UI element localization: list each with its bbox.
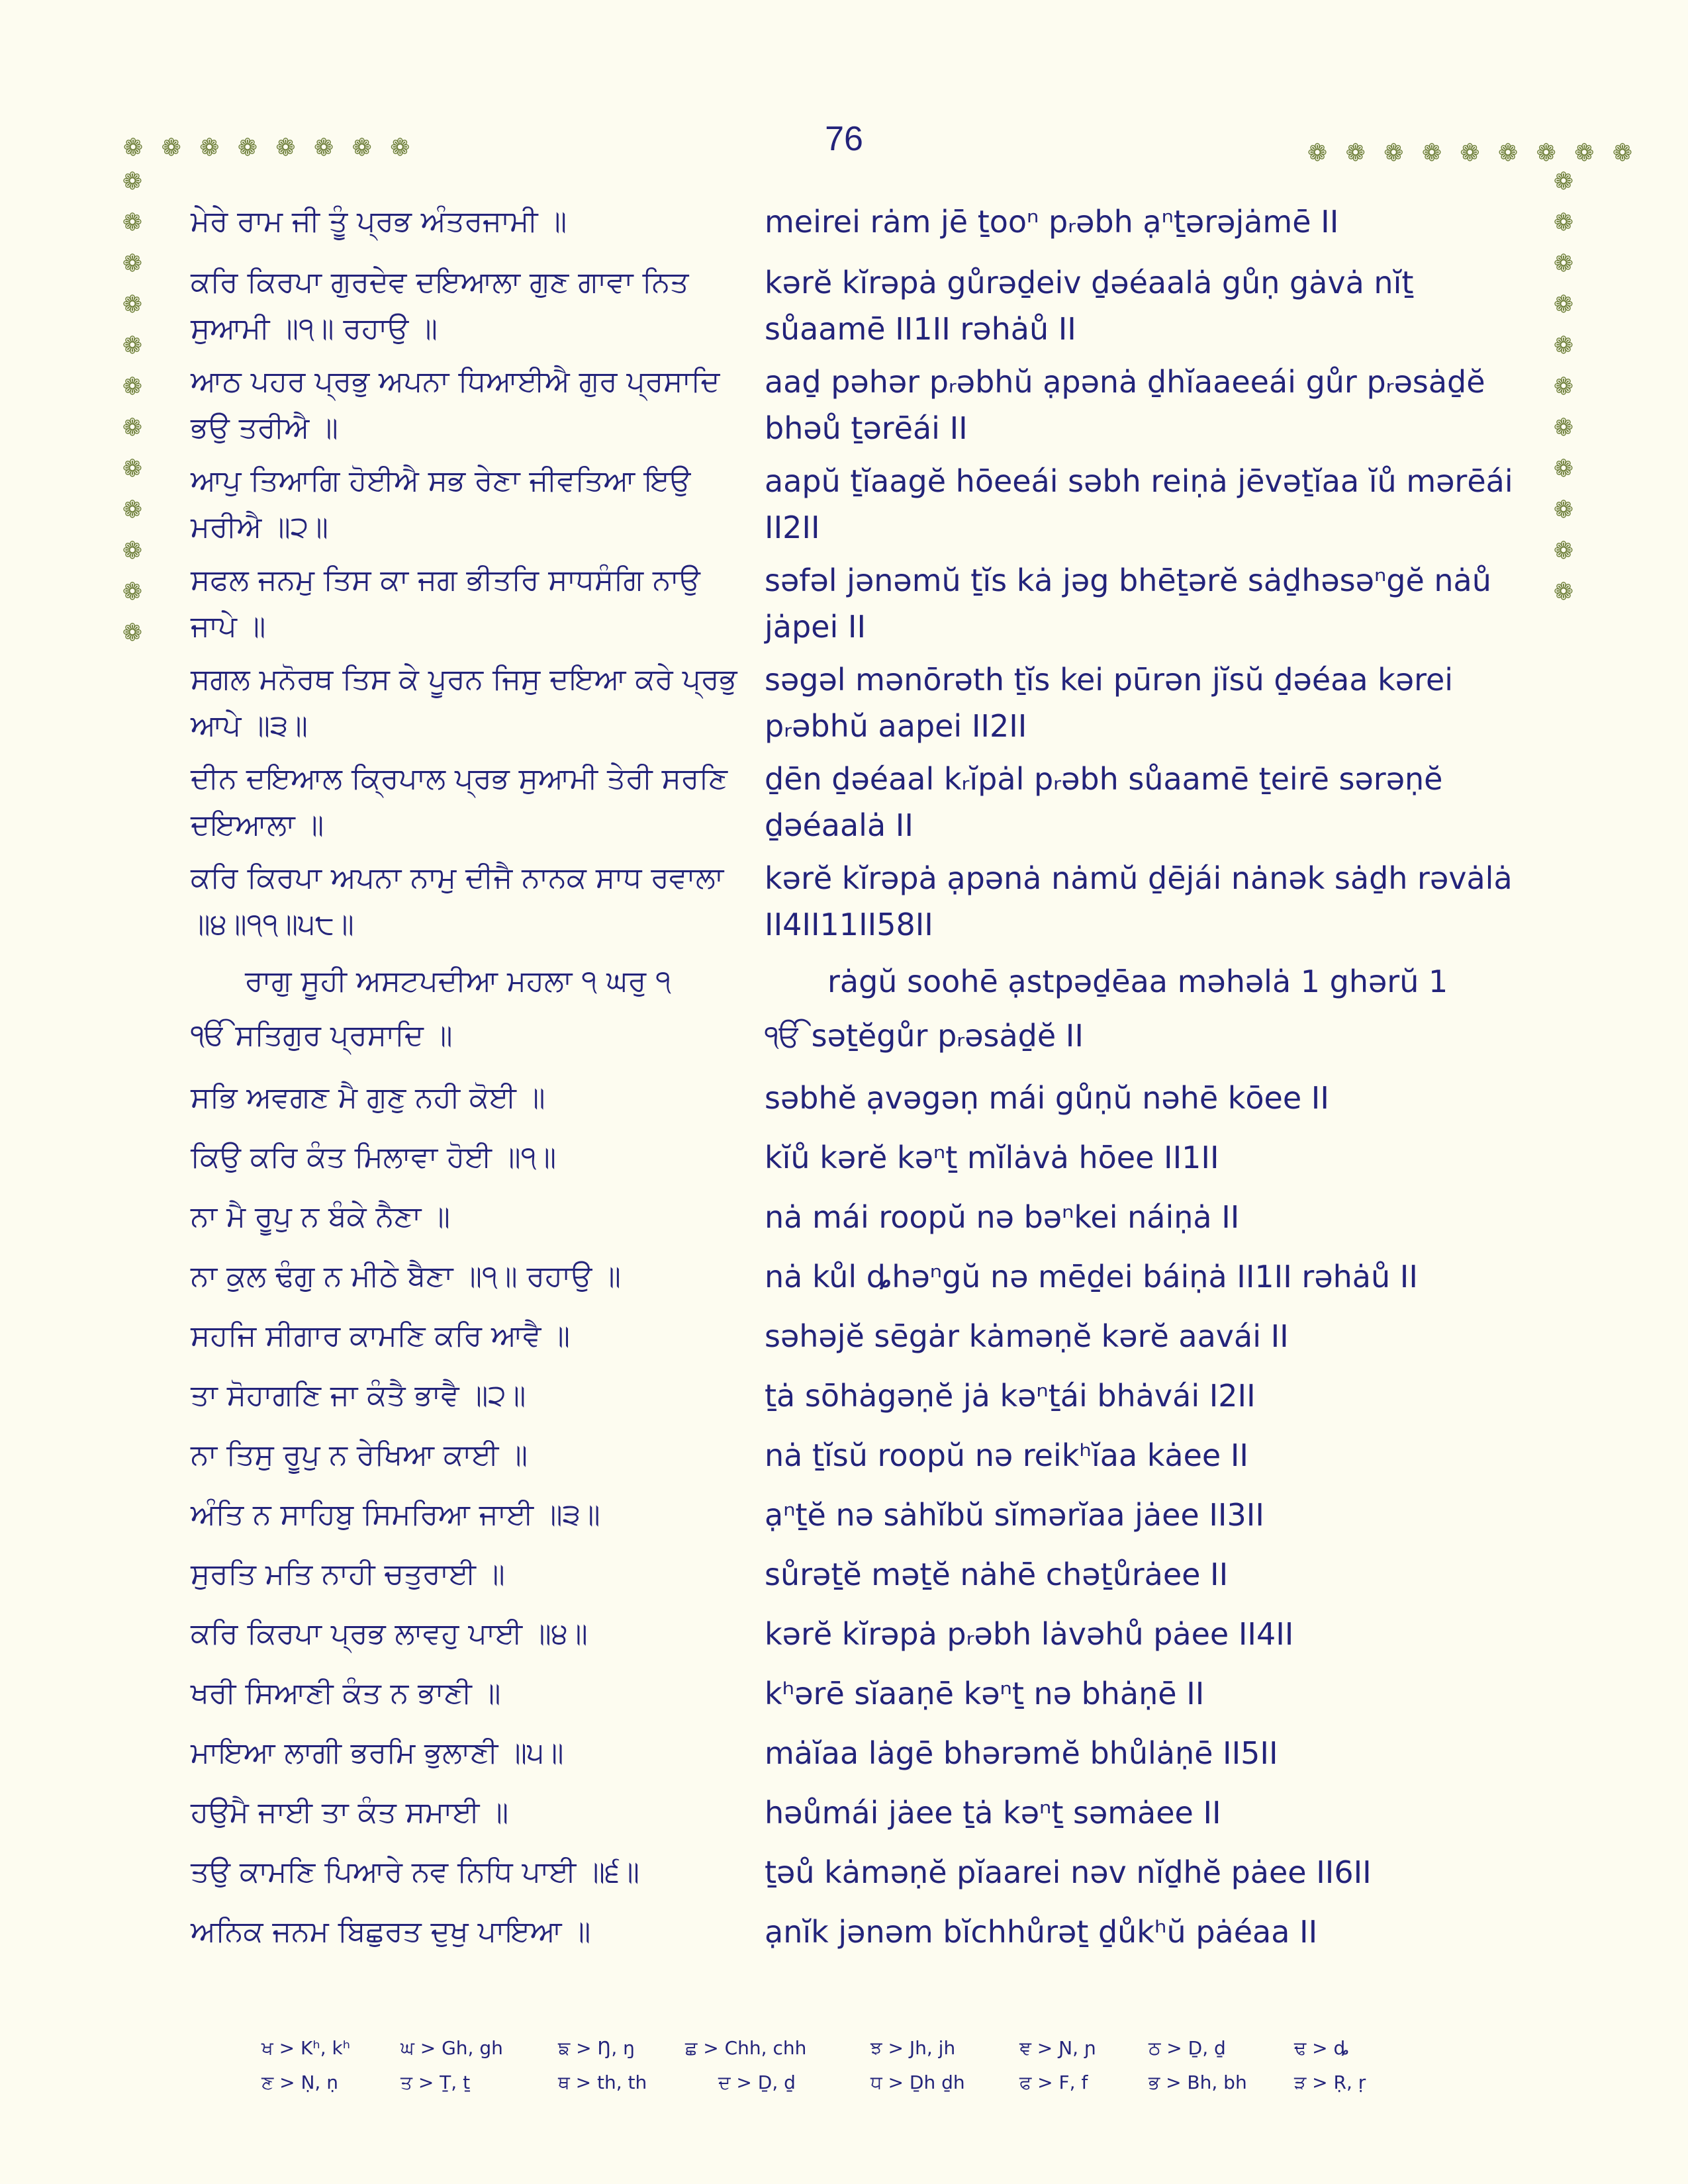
- heading-transliteration: rȧgŭ soohē ạstpəḏēaa məhəlȧ 1 ghərŭ 1: [827, 964, 1448, 999]
- legend-entry: ਫ > F, f: [1019, 2071, 1088, 2093]
- ornament-top-left: ❁ ❁ ❁ ❁ ❁ ❁ ❁ ❁: [123, 134, 416, 161]
- transliteration-legend: [261, 2037, 1453, 2106]
- transliteration-text: kərĕ kĭrəpȧ pᵣəbh lȧvəhů pȧee II4II: [765, 1616, 1294, 1652]
- transliteration-text: nȧ ṯĭsŭ roopŭ nə reikʰĭaa kȧee II: [765, 1437, 1248, 1473]
- transliteration-text: səfəl jənəmŭ ṯĭs kȧ jəg bhēṯərĕ sȧḏhəsəⁿgĕ nȧů jȧpei II: [765, 563, 1491, 645]
- legend-entry: ੜ > Ṛ, ṛ: [1294, 2071, 1366, 2093]
- gurmukhi-text: ਅਨਿਕ ਜਨਮ ਬਿਛੁਰਤ ਦੁਖੁ ਪਾਇਆ ॥: [191, 1915, 591, 1948]
- transliteration-text: səbhĕ ạvəgəṇ mái gůṇŭ nəhē kōee II: [765, 1080, 1329, 1116]
- gurmukhi-text: ਹਉਮੈ ਜਾਈ ਤਾ ਕੰਤ ਸਮਾਈ ॥: [191, 1796, 509, 1829]
- gurmukhi-text: ਤਉ ਕਾਮਣਿ ਪਿਆਰੇ ਨਵ ਨਿਧਿ ਪਾਈ ॥੬॥: [191, 1855, 640, 1889]
- gurmukhi-text: ਅੰਤਿ ਨ ਸਾਹਿਬੁ ਸਿਮਰਿਆ ਜਾਈ ॥੩॥: [191, 1498, 600, 1531]
- page-number: 76: [825, 120, 863, 158]
- transliteration-text: aaḏ pəhər pᵣəbhŭ ạpənȧ ḏhĭaaeeái gůr pᵣəsȧḏĕ bhəů ṯərēái II: [765, 364, 1485, 446]
- legend-entry: ਦ > Ḏ, ḏ: [718, 2071, 796, 2093]
- transliteration-text: sůrəṯĕ məṯĕ nȧhē chəṯůrȧee II: [765, 1557, 1229, 1592]
- gurmukhi-text: ਨਾ ਤਿਸੁ ਰੂਪੁ ਨ ਰੇਖਿਆ ਕਾਈ ॥: [191, 1438, 528, 1472]
- gurmukhi-text: ਸਫਲ ਜਨਮੁ ਤਿਸ ਕਾ ਜਗ ਭੀਤਰਿ ਸਾਧਸੰਗਿ ਨਾਉ ਜਾਪੇ ॥: [191, 563, 700, 643]
- legend-entry: ਭ > Bh, bh: [1149, 2071, 1247, 2093]
- gurmukhi-text: ਕਰਿ ਕਿਰਪਾ ਅਪਨਾ ਨਾਮੁ ਦੀਜੈ ਨਾਨਕ ਸਾਧ ਰਵਾਲਾ ॥੪॥੧੧॥੫੮॥: [191, 861, 724, 941]
- ornament-left-column: ❁ ❁ ❁ ❁ ❁ ❁ ❁ ❁ ❁ ❁ ❁ ❁: [122, 168, 143, 647]
- transliteration-text: səhəjĕ sēgȧr kȧməṇĕ kərĕ aavái II: [765, 1318, 1289, 1354]
- gurmukhi-text: ਨਾ ਕੁਲ ਢੰਗੁ ਨ ਮੀਠੇ ਬੈਣਾ ॥੧॥ ਰਹਾਉ ॥: [191, 1259, 621, 1293]
- legend-entry: ਥ > th, th: [558, 2071, 647, 2093]
- legend-entry: ਢ > ȡ: [1294, 2037, 1350, 2059]
- legend-entry: ਞ > Ɲ, ɲ: [1019, 2037, 1096, 2059]
- invocation-gurmukhi: ੴ ਸਤਿਗੁਰ ਪ੍ਰਸਾਦਿ ॥: [191, 1019, 453, 1052]
- gurmukhi-text: ਸੁਰਤਿ ਮਤਿ ਨਾਹੀ ਚਤੁਰਾਈ ॥: [191, 1557, 505, 1591]
- transliteration-text: kərĕ kĭrəpȧ ạpənȧ nȧmŭ ḏējái nȧnək sȧḏh rəvȧlȧ II4II11II58II: [765, 860, 1513, 942]
- legend-entry: ਘ > Gh, gh: [400, 2037, 503, 2059]
- transliteration-text: kərĕ kĭrəpȧ gůrəḏeiv ḏəéaalȧ gůṇ gȧvȧ nĭṯ sůaamē II1II rəhȧů II: [765, 265, 1414, 347]
- transliteration-text: kʰərē sĭaaṇē kəⁿṯ nə bhȧṇē II: [765, 1676, 1205, 1711]
- gurmukhi-text: ਸਭਿ ਅਵਗਣ ਮੈ ਗੁਣੁ ਨਹੀ ਕੋਈ ॥: [191, 1081, 545, 1115]
- transliteration-text: meirei rȧm jē ṯooⁿ pᵣəbh ạⁿṯərəjȧmē II: [765, 204, 1339, 240]
- ornament-right-column: ❁ ❁ ❁ ❁ ❁ ❁ ❁ ❁ ❁ ❁ ❁: [1553, 168, 1574, 606]
- legend-entry: ਖ > Kʰ, kʰ: [261, 2037, 351, 2059]
- gurmukhi-text: ਆਠ ਪਹਰ ਪ੍ਰਭੁ ਅਪਨਾ ਧਿਆਈਐ ਗੁਰ ਪ੍ਰਸਾਦਿ ਭਉ ਤਰੀਐ ॥: [191, 365, 720, 445]
- transliteration-text: həůmái jȧee ṯȧ kəⁿṯ səmȧee II: [765, 1795, 1221, 1831]
- heading-gurmukhi: ਰਾਗੁ ਸੂਹੀ ਅਸਟਪਦੀਆ ਮਹਲਾ ੧ ਘਰੁ ੧: [245, 964, 672, 998]
- legend-row: [261, 2071, 1453, 2106]
- gurmukhi-text: ਨਾ ਮੈ ਰੂਪੁ ਨ ਬੰਕੇ ਨੈਣਾ ॥: [191, 1200, 450, 1234]
- transliteration-text: ạnĭk jənəm bĭchhůrəṯ ḏůkʰŭ pȧéaa II: [765, 1914, 1318, 1950]
- legend-entry: ਠ > Ḏ, ḏ: [1149, 2037, 1226, 2059]
- legend-row: [261, 2037, 1453, 2071]
- transliteration-text: səgəl mənōrəth ṯĭs kei pūrən jĭsŭ ḏəéaa kərei pᵣəbhŭ aapei II2II: [765, 662, 1454, 744]
- legend-entry: ਙ > Ŋ, ŋ: [558, 2037, 635, 2059]
- gurmukhi-text: ਸਹਜਿ ਸੀਗਾਰ ਕਾਮਣਿ ਕਰਿ ਆਵੈ ॥: [191, 1319, 571, 1353]
- gurmukhi-text: ਮੇਰੇ ਰਾਮ ਜੀ ਤੂੰ ਪ੍ਰਭ ਅੰਤਰਜਾਮੀ ॥: [191, 205, 567, 238]
- transliteration-text: nȧ kůl ȡhəⁿgŭ nə mēḏei báiṇȧ II1II rəhȧů II: [765, 1259, 1418, 1295]
- transliteration-text: kĭů kərĕ kəⁿṯ mĭlȧvȧ hōee II1II: [765, 1140, 1219, 1175]
- transliteration-text: ạⁿṯĕ nə sȧhĭbŭ sĭmərĭaa jȧee II3II: [765, 1497, 1264, 1533]
- transliteration-text: ṯəů kȧməṇĕ pĭaarei nəv nĭḏhĕ pȧee II6II: [765, 1854, 1372, 1890]
- gurmukhi-text: ਕਰਿ ਕਿਰਪਾ ਗੁਰਦੇਵ ਦਇਆਲਾ ਗੁਣ ਗਾਵਾ ਨਿਤ ਸੁਆਮੀ ॥੧॥ ਰਹਾਉ ॥: [191, 265, 689, 345]
- transliteration-text: aapŭ ṯĭaagĕ hōeeái səbh reiṇȧ jēvəṯĭaa ĭů mərēái II2II: [765, 463, 1513, 545]
- transliteration-text: ḏēn ḏəéaal kᵣĭpȧl pᵣəbh sůaamē ṯeirē sərəṇĕ ḏəéaalȧ II: [765, 761, 1443, 843]
- gurmukhi-text: ਕਿਉ ਕਰਿ ਕੰਤ ਮਿਲਾਵਾ ਹੋਈ ॥੧॥: [191, 1140, 557, 1174]
- gurmukhi-text: ਆਪੁ ਤਿਆਗਿ ਹੋਈਐ ਸਭ ਰੇਣਾ ਜੀਵਤਿਆ ਇਉ ਮਰੀਐ ॥੨॥: [191, 464, 691, 544]
- transliteration-text: nȧ mái roopŭ nə bəⁿkei náiṇȧ II: [765, 1199, 1240, 1235]
- legend-entry: ਤ > Ṯ, ṯ: [400, 2071, 471, 2093]
- gurmukhi-text: ਕਰਿ ਕਿਰਪਾ ਪ੍ਰਭ ਲਾਵਹੁ ਪਾਈ ॥੪॥: [191, 1617, 588, 1651]
- gurmukhi-text: ਸਗਲ ਮਨੋਰਥ ਤਿਸ ਕੇ ਪੂਰਨ ਜਿਸੁ ਦਇਆ ਕਰੇ ਪ੍ਰਭੁ ਆਪੇ ॥੩॥: [191, 662, 737, 743]
- legend-entry: ਣ > Ṇ, ṇ: [261, 2071, 338, 2093]
- transliteration-text: mȧĭaa lȧgē bhərəmĕ bhůlȧṇē II5II: [765, 1735, 1278, 1771]
- legend-entry: ਝ > Jh, jh: [870, 2037, 956, 2059]
- legend-entry: ਛ > Chh, chh: [685, 2037, 807, 2059]
- invocation-transliteration: ੴ səṯĕgůr pᵣəsȧḏĕ II: [765, 1018, 1084, 1054]
- gurmukhi-text: ਤਾ ਸੋਹਾਗਣਿ ਜਾ ਕੰਤੈ ਭਾਵੈ ॥੨॥: [191, 1379, 526, 1412]
- ornament-top-right: ❁ ❁ ❁ ❁ ❁ ❁ ❁ ❁ ❁: [1307, 140, 1638, 167]
- gurmukhi-text: ਖਰੀ ਸਿਆਣੀ ਕੰਤ ਨ ਭਾਣੀ ॥: [191, 1676, 501, 1710]
- legend-entry: ਧ > Ḏh ḏh: [870, 2071, 965, 2093]
- gurmukhi-text: ਦੀਨ ਦਇਆਲ ਕ੍ਰਿਪਾਲ ਪ੍ਰਭ ਸੁਆਮੀ ਤੇਰੀ ਸਰਣਿ ਦਇਆਲਾ ॥: [191, 762, 728, 842]
- transliteration-text: ṯȧ sōhȧgəṇĕ jȧ kəⁿṯái bhȧvái I2II: [765, 1378, 1256, 1414]
- gurmukhi-text: ਮਾਇਆ ਲਾਗੀ ਭਰਮਿ ਭੁਲਾਣੀ ॥੫॥: [191, 1736, 564, 1770]
